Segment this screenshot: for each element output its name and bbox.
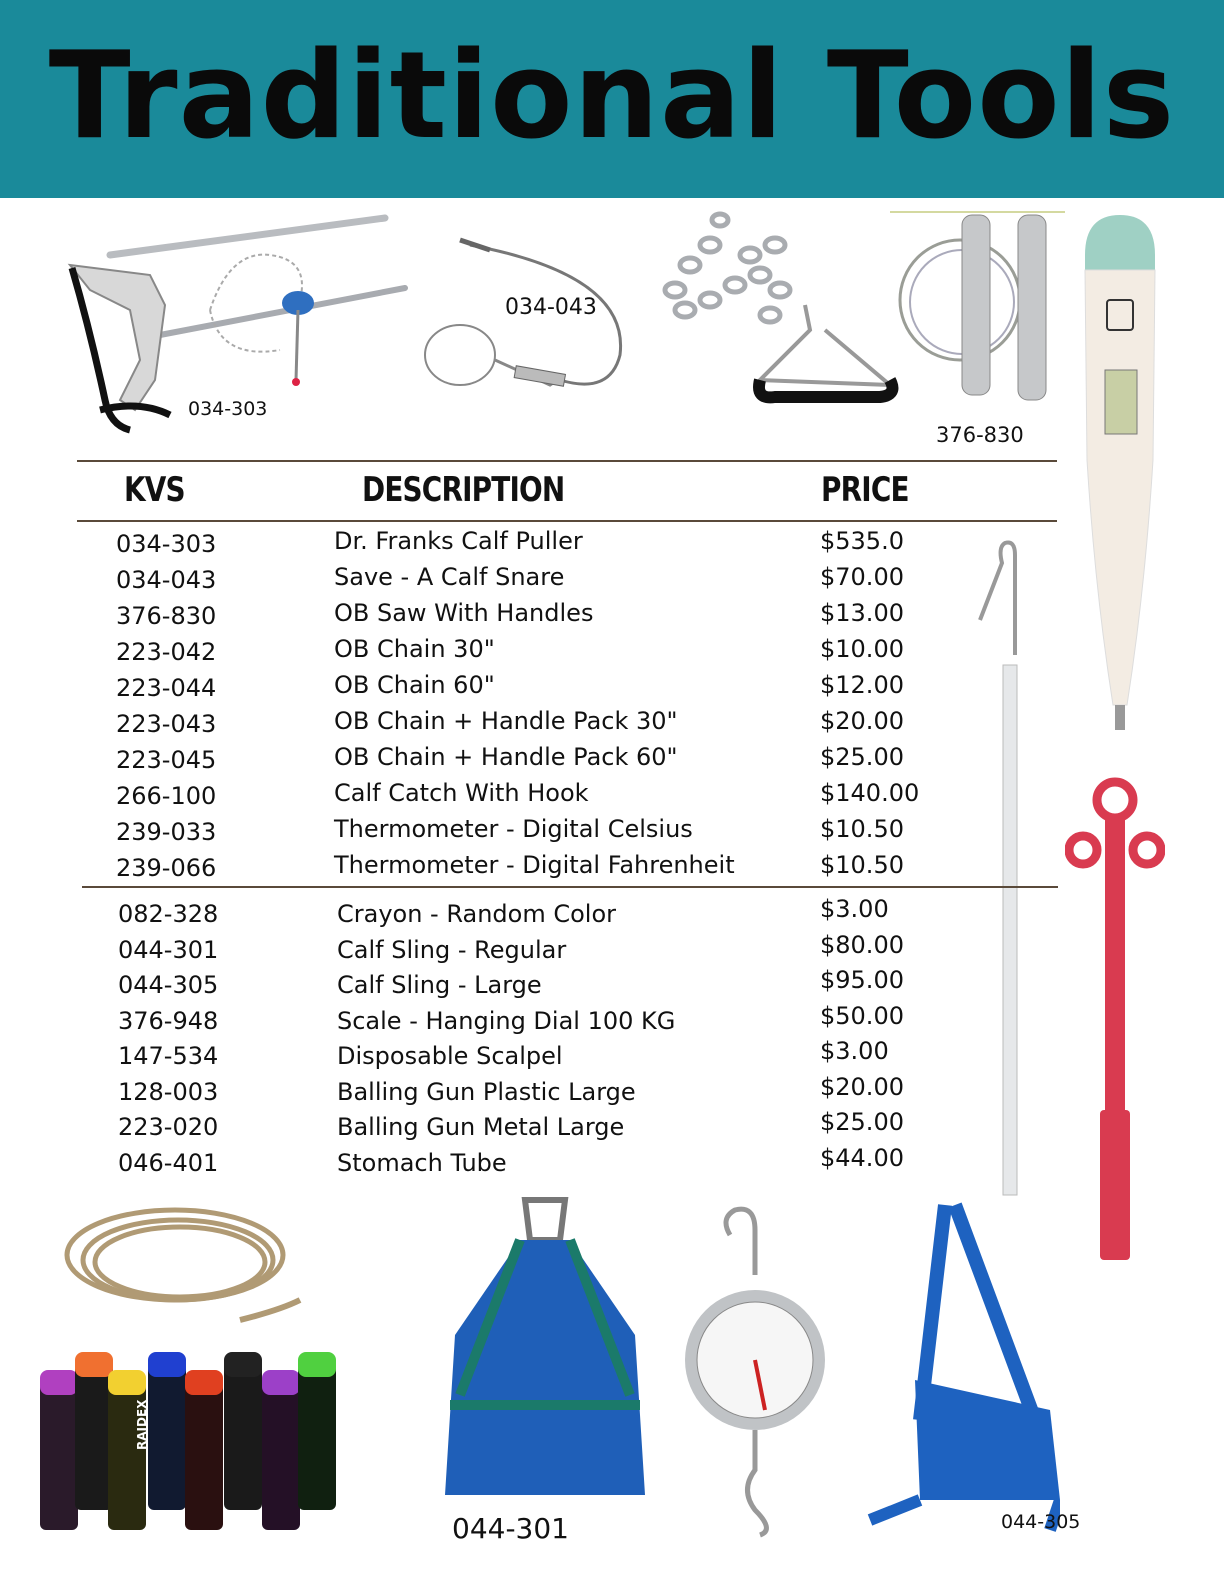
- hanging-scale-image: [680, 1200, 830, 1540]
- row-price: $10.50: [820, 815, 904, 843]
- snare-code: 034-043: [505, 295, 597, 320]
- row-description: Balling Gun Metal Large: [337, 1113, 625, 1141]
- row-description: OB Chain + Handle Pack 60": [334, 743, 678, 771]
- sling-regular-code: 044-301: [452, 1512, 569, 1545]
- ob-saw-code: 376-830: [936, 423, 1024, 447]
- row-description: OB Chain 60": [334, 671, 495, 699]
- row-description: Dr. Franks Calf Puller: [334, 527, 583, 555]
- calf-puller-code: 034-303: [188, 398, 268, 420]
- row-price: $80.00: [820, 931, 904, 959]
- calf-sling-large-image: [860, 1200, 1060, 1535]
- ob-chain-image: [650, 205, 900, 405]
- row-description: Save - A Calf Snare: [334, 563, 565, 591]
- row-description: Balling Gun Plastic Large: [337, 1078, 636, 1106]
- row-price: $13.00: [820, 599, 904, 627]
- row-price: $20.00: [820, 707, 904, 735]
- row-price: $50.00: [820, 1002, 904, 1030]
- row-kvs: 239-033: [116, 818, 217, 846]
- row-price: $70.00: [820, 563, 904, 591]
- calf-snare-image: [420, 235, 650, 410]
- row-kvs: 239-066: [116, 854, 217, 882]
- row-kvs: 223-043: [116, 710, 217, 738]
- table-top-rule: [77, 460, 1057, 462]
- row-description: OB Chain + Handle Pack 30": [334, 707, 678, 735]
- row-kvs: 223-020: [118, 1113, 219, 1141]
- page-title: Traditional Tools: [48, 27, 1176, 166]
- header-price: PRICE: [821, 470, 909, 510]
- thermometer-image: [1075, 210, 1165, 740]
- row-kvs: 223-042: [116, 638, 217, 666]
- row-description: OB Saw With Handles: [334, 599, 594, 627]
- title-banner: [0, 0, 1224, 198]
- header-bottom-rule: [77, 520, 1057, 522]
- row-description: Calf Sling - Large: [337, 971, 542, 999]
- ob-saw-image: [890, 210, 1070, 405]
- sling-large-code: 044-305: [1001, 1511, 1081, 1533]
- row-description: OB Chain 30": [334, 635, 495, 663]
- row-kvs: 082-328: [118, 900, 219, 928]
- row-description: Calf Catch With Hook: [334, 779, 589, 807]
- row-price: $10.00: [820, 635, 904, 663]
- balling-gun-image: [1065, 775, 1165, 1265]
- crayons-image: [30, 1350, 350, 1535]
- row-description: Calf Sling - Regular: [337, 936, 567, 964]
- row-kvs: 034-043: [116, 566, 217, 594]
- stomach-tube-image: [60, 1200, 310, 1345]
- header-description: DESCRIPTION: [362, 470, 565, 510]
- row-kvs: 223-045: [116, 746, 217, 774]
- row-kvs: 046-401: [118, 1149, 219, 1177]
- row-kvs: 034-303: [116, 530, 217, 558]
- row-description: Scale - Hanging Dial 100 KG: [337, 1007, 676, 1035]
- row-price: $140.00: [820, 779, 920, 807]
- row-description: Thermometer - Digital Fahrenheit: [334, 851, 735, 879]
- row-kvs: 128-003: [118, 1078, 219, 1106]
- row-kvs: 147-534: [118, 1042, 219, 1070]
- row-price: $95.00: [820, 966, 904, 994]
- row-description: Thermometer - Digital Celsius: [334, 815, 693, 843]
- row-price: $25.00: [820, 743, 904, 771]
- row-price: $3.00: [820, 895, 889, 923]
- crayon-brand-label: RAIDEX: [135, 1399, 149, 1450]
- row-description: Stomach Tube: [337, 1149, 507, 1177]
- row-kvs: 044-301: [118, 936, 219, 964]
- group-divider-rule: [82, 886, 1058, 888]
- row-kvs: 376-830: [116, 602, 217, 630]
- row-kvs: 376-948: [118, 1007, 219, 1035]
- row-price: $10.50: [820, 851, 904, 879]
- header-kvs: KVS: [124, 470, 185, 510]
- row-price: $535.0: [820, 527, 904, 555]
- row-price: $44.00: [820, 1144, 904, 1172]
- row-kvs: 044-305: [118, 971, 219, 999]
- row-price: $12.00: [820, 671, 904, 699]
- row-kvs: 266-100: [116, 782, 217, 810]
- row-kvs: 223-044: [116, 674, 217, 702]
- row-price: $3.00: [820, 1037, 889, 1065]
- calf-catch-image: [970, 535, 1030, 1200]
- calf-sling-regular-image: [430, 1195, 660, 1515]
- row-description: Crayon - Random Color: [337, 900, 616, 928]
- row-price: $20.00: [820, 1073, 904, 1101]
- row-description: Disposable Scalpel: [337, 1042, 563, 1070]
- row-price: $25.00: [820, 1108, 904, 1136]
